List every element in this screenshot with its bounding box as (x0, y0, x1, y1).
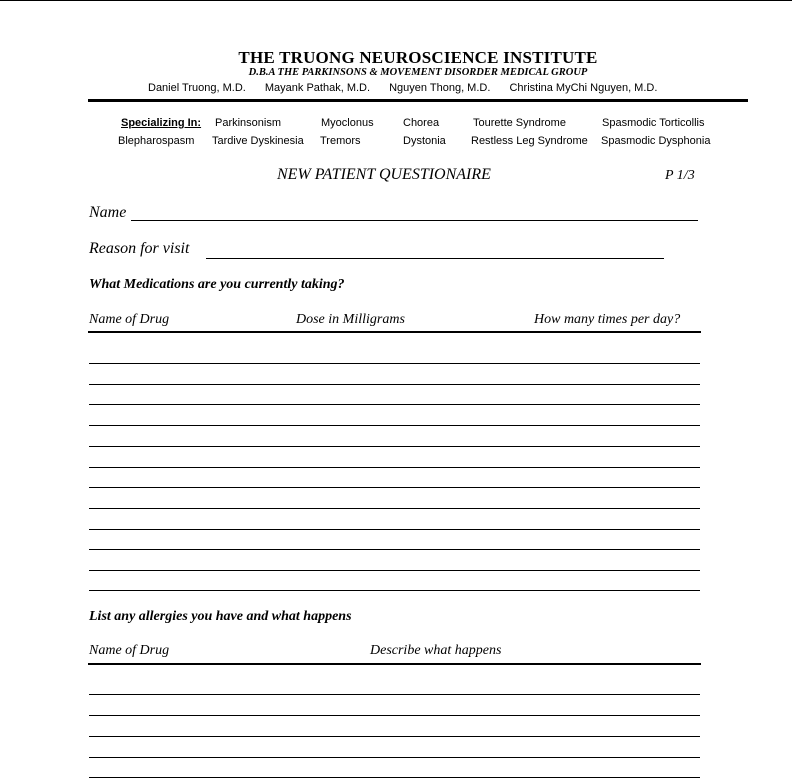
institute-title: THE TRUONG NEUROSCIENCE INSTITUTE (238, 48, 598, 67)
medication-entry-line[interactable] (89, 446, 700, 447)
col-allergy-describe: Describe what happens (370, 643, 502, 658)
allergies-header-rule (88, 663, 701, 665)
specialty-item: Tremors (320, 135, 361, 147)
medication-entry-line[interactable] (89, 549, 700, 550)
specialty-item: Tardive Dyskinesia (212, 135, 304, 147)
reason-field[interactable] (206, 258, 664, 259)
specialty-item: Spasmodic Torticollis (602, 117, 705, 129)
medication-entry-line[interactable] (89, 590, 700, 591)
page-number: P 1/3 (665, 168, 695, 183)
allergies-question: List any allergies you have and what happens (89, 609, 352, 624)
name-field[interactable] (131, 220, 698, 221)
col-dose: Dose in Milligrams (296, 312, 405, 327)
doctor-name: Mayank Pathak, M.D. (264, 82, 371, 94)
specialty-item: Chorea (403, 117, 440, 129)
specialty-item: Restless Leg Syndrome (471, 135, 588, 147)
page-top-border (0, 0, 792, 1)
name-label: Name (89, 204, 127, 221)
specialty-item: Spasmodic Dysphonia (601, 135, 711, 147)
specialty-item: Tourette Syndrome (473, 117, 566, 129)
specializing-label: Specializing In: (121, 117, 202, 129)
allergy-entry-line[interactable] (89, 736, 700, 737)
specialty-item: Parkinsonism (215, 117, 282, 129)
medication-entry-line[interactable] (89, 467, 700, 468)
medication-entry-line[interactable] (89, 570, 700, 571)
allergy-entry-line[interactable] (89, 715, 700, 716)
form-title: NEW PATIENT QUESTIONAIRE (277, 166, 491, 183)
medication-entry-line[interactable] (89, 404, 700, 405)
reason-label: Reason for visit (89, 240, 190, 257)
doctor-name: Daniel Truong, M.D. (148, 82, 246, 94)
allergy-entry-line[interactable] (89, 694, 700, 695)
col-allergy-drug: Name of Drug (89, 643, 170, 658)
medication-entry-line[interactable] (89, 384, 700, 385)
medication-entry-line[interactable] (89, 363, 700, 364)
medication-entry-line[interactable] (89, 529, 700, 530)
doctor-name: Christina MyChi Nguyen, M.D. (509, 82, 658, 94)
medications-header-rule (88, 331, 701, 333)
doctor-list (148, 82, 673, 94)
dba-subtitle: D.B.A THE PARKINSONS & MOVEMENT DISORDER MEDICAL GROUP (248, 67, 588, 78)
medication-entry-line[interactable] (89, 425, 700, 426)
doctor-name: Nguyen Thong, M.D. (389, 82, 491, 94)
specialty-item: Dystonia (403, 135, 446, 147)
allergy-entry-line[interactable] (89, 777, 700, 778)
medications-question: What Medications are you currently taking? (89, 277, 345, 292)
col-drug-name: Name of Drug (89, 312, 170, 327)
specialty-item: Myoclonus (321, 117, 374, 129)
col-frequency: How many times per day? (534, 312, 681, 327)
specialty-item: Blepharospasm (118, 135, 195, 147)
medication-entry-line[interactable] (89, 508, 700, 509)
medication-entry-line[interactable] (89, 487, 700, 488)
allergy-entry-line[interactable] (89, 757, 700, 758)
header-divider (88, 99, 748, 102)
